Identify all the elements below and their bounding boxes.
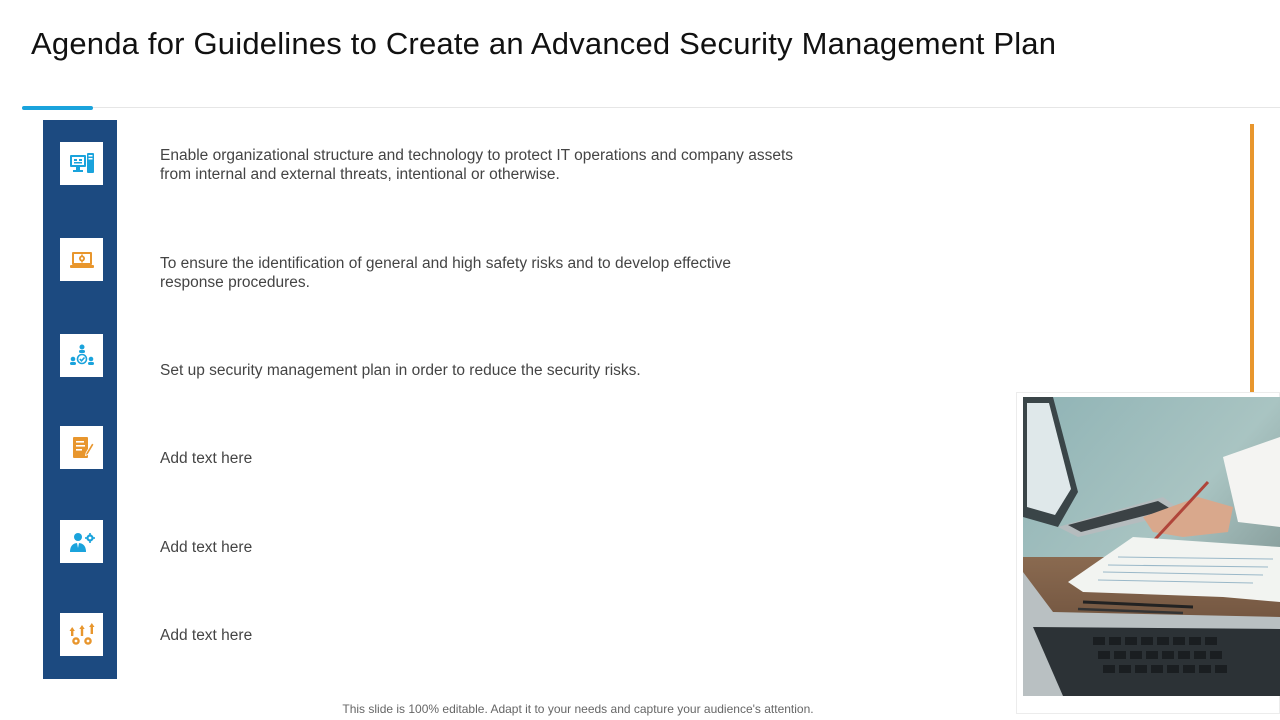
team-check-icon [67, 341, 97, 371]
footer-note: This slide is 100% editable. Adapt it to your needs and capture your audience's attention. [342, 702, 814, 716]
agenda-icon-box-6 [60, 613, 103, 656]
agenda-item-5-text: Add text here [160, 539, 253, 556]
agenda-item-3-text: Set up security management plan in order to reduce the security risks. [160, 362, 641, 379]
business-desk-photo [1023, 397, 1280, 696]
agenda-item-2-text: To ensure the identification of general and high safety risks and to develop effective response procedures. [160, 255, 731, 291]
document-pen-icon [67, 433, 97, 463]
orange-vertical-line [1250, 124, 1254, 396]
laptop-gear-icon [67, 245, 97, 275]
agenda-item-1-text: Enable organizational structure and technology to protect IT operations and company assets from internal and external threats, intentional or otherwise. [160, 147, 794, 183]
agenda-icon-box-4 [60, 426, 103, 469]
agenda-item-4-text: Add text here [160, 450, 253, 467]
title-accent-bar [22, 106, 93, 110]
agenda-icon-box-5 [60, 520, 103, 563]
agenda-icon-box-2 [60, 238, 103, 281]
user-gear-icon [67, 527, 97, 557]
agenda-icon-box-3 [60, 334, 103, 377]
agenda-icon-box-1 [60, 142, 103, 185]
agenda-item-6-text: Add text here [160, 627, 253, 644]
gears-arrows-icon [67, 620, 97, 650]
icon-sidebar [43, 120, 117, 679]
page-title: Agenda for Guidelines to Create an Advanced Security Management Plan [31, 26, 1057, 61]
title-divider [22, 107, 1280, 108]
computer-network-icon [67, 149, 97, 179]
